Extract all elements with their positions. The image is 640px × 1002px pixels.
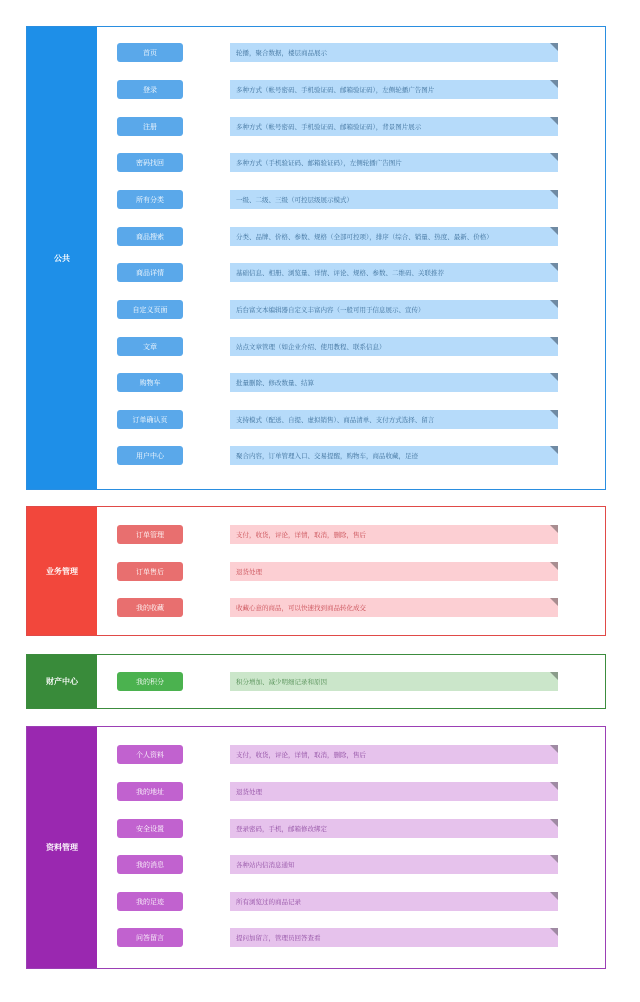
item-button[interactable]: 自定义页面 — [117, 300, 183, 319]
item-description: 多种方式（帐号密码、手机验证码、邮箱验证码），左侧轮播广告图片 — [230, 80, 558, 99]
item-button[interactable]: 我的消息 — [117, 855, 183, 874]
item-button[interactable]: 订单管理 — [117, 525, 183, 544]
list-item — [97, 43, 605, 65]
list-item — [97, 300, 605, 322]
list-item — [97, 410, 605, 432]
item-button[interactable]: 问答留言 — [117, 928, 183, 947]
section-title: 资料管理 — [27, 727, 97, 968]
list-item — [97, 190, 605, 212]
item-button[interactable]: 用户中心 — [117, 446, 183, 465]
item-description: 多种方式（帐号密码、手机验证码、邮箱验证码），背景图片展示 — [230, 117, 558, 136]
list-item — [97, 153, 605, 175]
item-button[interactable]: 商品详情 — [117, 263, 183, 282]
section-title: 财产中心 — [27, 655, 97, 708]
item-description: 支付，收货，评论，详情，取消，删除，售后 — [230, 525, 558, 544]
item-description: 支持模式（配送、自提、虚拟销售）、商品清单、支付方式选择、留言 — [230, 410, 558, 429]
item-button[interactable]: 文章 — [117, 337, 183, 356]
item-description: 所有浏览过的商品记录 — [230, 892, 558, 911]
item-description: 提问加留言，管理员回答查看 — [230, 928, 558, 947]
section-title: 公共 — [27, 27, 97, 489]
section-business — [26, 506, 606, 636]
item-button[interactable]: 我的收藏 — [117, 598, 183, 617]
list-item — [97, 117, 605, 139]
list-item — [97, 855, 605, 877]
item-description: 轮播，聚合数据，楼层商品展示 — [230, 43, 558, 62]
section-title: 业务管理 — [27, 507, 97, 635]
list-item — [97, 782, 605, 804]
item-button[interactable]: 登录 — [117, 80, 183, 99]
item-button[interactable]: 订单售后 — [117, 562, 183, 581]
item-description: 退货处理 — [230, 782, 558, 801]
section-public — [26, 26, 606, 490]
item-description: 批量删除、修改数量、结算 — [230, 373, 558, 392]
item-description: 积分增加、减少明细记录和原因 — [230, 672, 558, 691]
item-button[interactable]: 注册 — [117, 117, 183, 136]
list-item — [97, 598, 605, 620]
list-item — [97, 80, 605, 102]
list-item — [97, 263, 605, 285]
item-button[interactable]: 所有分类 — [117, 190, 183, 209]
item-button[interactable]: 我的足迹 — [117, 892, 183, 911]
list-item — [97, 819, 605, 841]
item-button[interactable]: 个人资料 — [117, 745, 183, 764]
list-item — [97, 745, 605, 767]
item-button[interactable]: 我的地址 — [117, 782, 183, 801]
item-description: 分类、品牌、价格、参数、规格（全部可控项），排序（综合、销量、热度、最新、价格） — [230, 227, 558, 246]
item-description: 基础信息、相册、浏览量、详情、评论、规格、参数、二维码、关联推荐 — [230, 263, 558, 282]
item-description: 站点文章管理（如企业介绍、使用教程、联系信息） — [230, 337, 558, 356]
list-item — [97, 227, 605, 249]
item-description: 聚合内容，订单管理入口、交易提醒，购物车，商品收藏，足迹 — [230, 446, 558, 465]
item-description: 退货处理 — [230, 562, 558, 581]
list-item — [97, 562, 605, 584]
section-profile — [26, 726, 606, 969]
item-description: 各种站内信消息通知 — [230, 855, 558, 874]
list-item — [97, 525, 605, 547]
list-item — [97, 672, 605, 694]
item-button[interactable]: 商品搜索 — [117, 227, 183, 246]
item-description: 多种方式（手机验证码、邮箱验证码），左侧轮播广告图片 — [230, 153, 558, 172]
item-button[interactable]: 安全设置 — [117, 819, 183, 838]
list-item — [97, 373, 605, 395]
list-item — [97, 337, 605, 359]
list-item — [97, 446, 605, 468]
item-description: 支付，收货，评论，详情，取消，删除，售后 — [230, 745, 558, 764]
item-button[interactable]: 密码找回 — [117, 153, 183, 172]
item-button[interactable]: 购物车 — [117, 373, 183, 392]
item-button[interactable]: 首页 — [117, 43, 183, 62]
item-description: 收藏心意的商品，可以快速找到商品转化成交 — [230, 598, 558, 617]
item-button[interactable]: 订单确认页 — [117, 410, 183, 429]
item-button[interactable]: 我的积分 — [117, 672, 183, 691]
list-item — [97, 892, 605, 914]
item-description: 后台富文本编辑器自定义丰富内容（一般可用于信息展示、宣传） — [230, 300, 558, 319]
section-assets — [26, 654, 606, 709]
item-description: 登录密码，手机，邮箱修改绑定 — [230, 819, 558, 838]
item-description: 一级、二级、三级（可控层级展示模式） — [230, 190, 558, 209]
list-item — [97, 928, 605, 950]
